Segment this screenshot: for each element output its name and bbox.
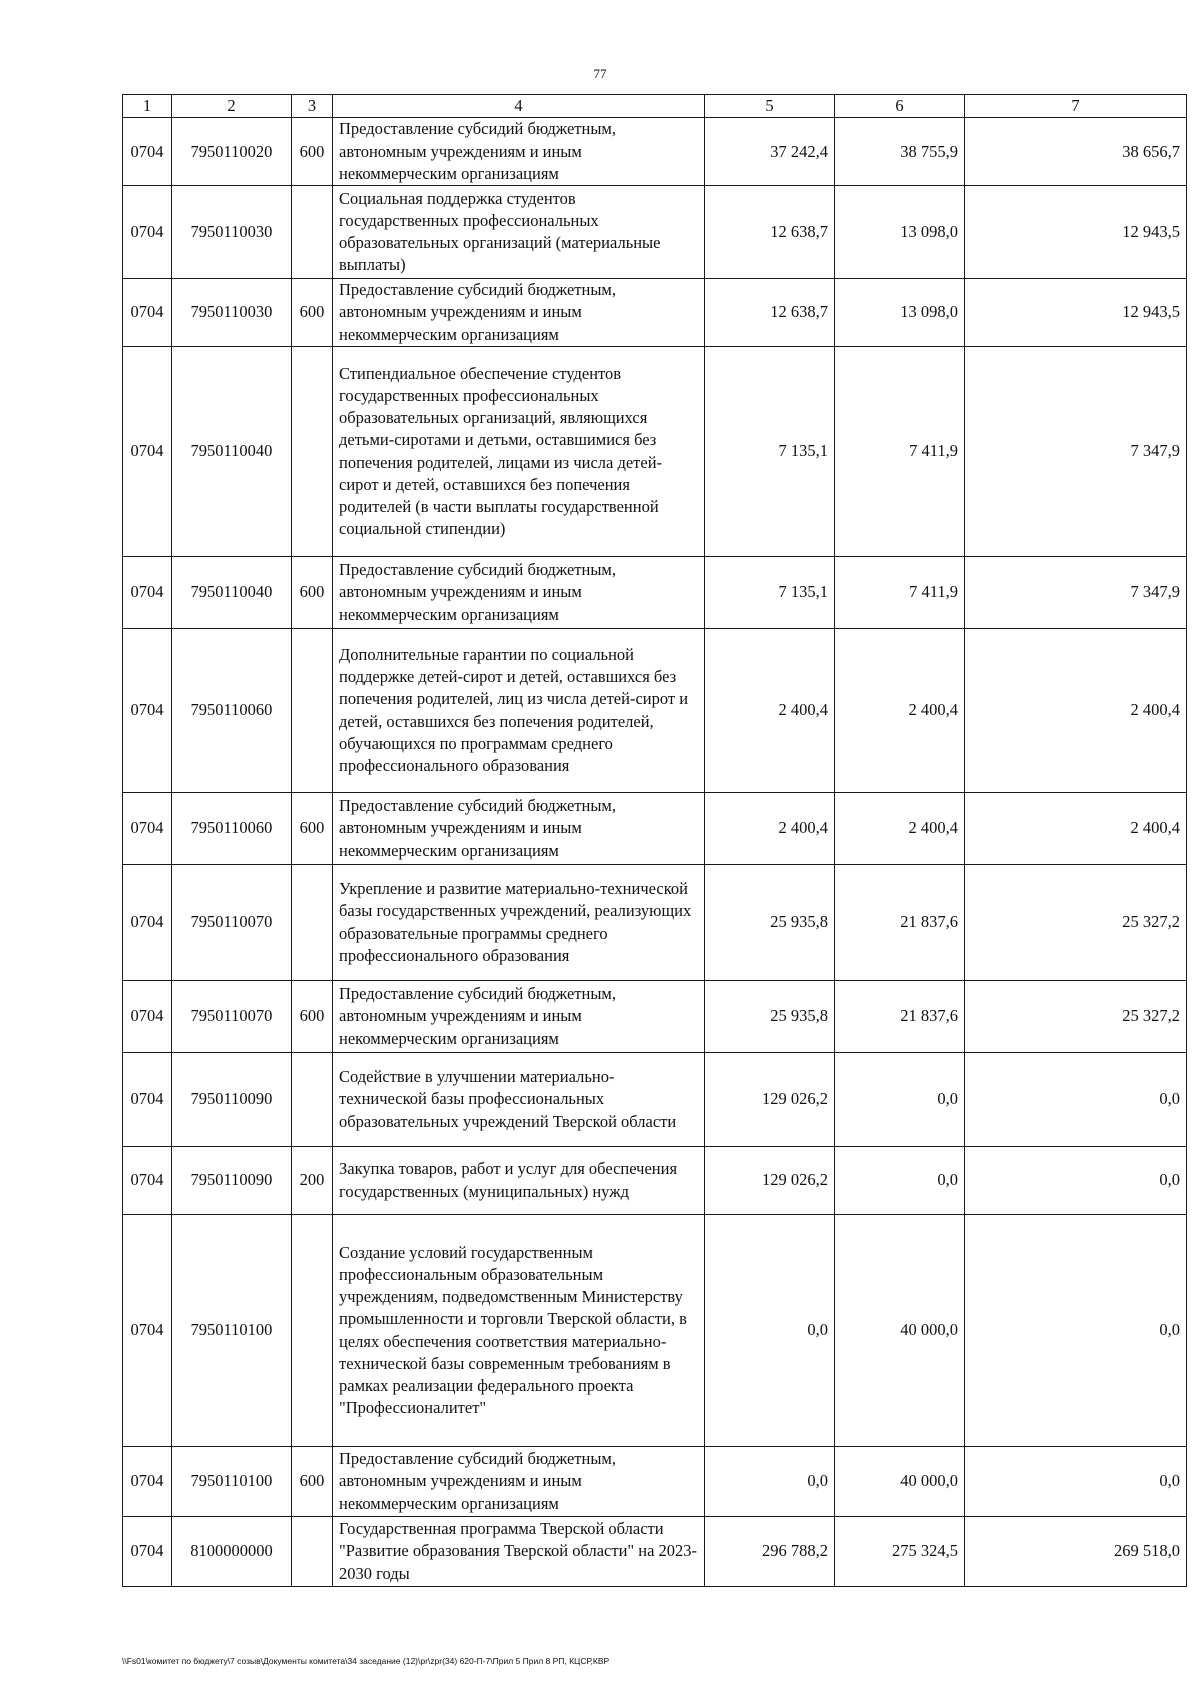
amount-col7: 0,0 bbox=[965, 1147, 1187, 1215]
amount-col7: 38 656,7 bbox=[965, 118, 1187, 186]
row-description: Предоставление субсидий бюджетным, автономным учреждениям и иным некоммерческим организациям bbox=[333, 793, 705, 865]
table-header-row bbox=[123, 95, 1187, 118]
amount-col5: 2 400,4 bbox=[705, 793, 835, 865]
section-code: 0704 bbox=[123, 186, 172, 279]
expense-type-code: 600 bbox=[292, 1447, 333, 1517]
amount-col6: 0,0 bbox=[835, 1147, 965, 1215]
amount-col7: 2 400,4 bbox=[965, 629, 1187, 793]
expense-type-code bbox=[292, 865, 333, 981]
amount-col7: 12 943,5 bbox=[965, 279, 1187, 347]
expense-type-code: 600 bbox=[292, 981, 333, 1053]
target-article-code: 7950110070 bbox=[172, 865, 292, 981]
table-row bbox=[123, 186, 1187, 279]
expense-type-code bbox=[292, 629, 333, 793]
amount-col5: 7 135,1 bbox=[705, 557, 835, 629]
target-article-code: 8100000000 bbox=[172, 1517, 292, 1587]
expense-type-code: 200 bbox=[292, 1147, 333, 1215]
page-number: 77 bbox=[593, 66, 607, 81]
row-description: Предоставление субсидий бюджетным, автономным учреждениям и иным некоммерческим организациям bbox=[333, 279, 705, 347]
amount-col5: 7 135,1 bbox=[705, 347, 835, 557]
amount-col5: 12 638,7 bbox=[705, 186, 835, 279]
table-row bbox=[123, 793, 1187, 865]
file-path-footer: \\Fs01\комитет по бюджету\7 созыв\Документы комитета\34 заседание (12)\pr\zpr(34) 620-П-7\Прил 5 Прил 8 РП, КЦСР,КВР bbox=[122, 1656, 610, 1666]
expense-type-code: 600 bbox=[292, 279, 333, 347]
column-header: 3 bbox=[292, 95, 333, 118]
table-row bbox=[123, 629, 1187, 793]
target-article-code: 7950110060 bbox=[172, 793, 292, 865]
amount-col6: 7 411,9 bbox=[835, 557, 965, 629]
table-row bbox=[123, 1447, 1187, 1517]
amount-col5: 129 026,2 bbox=[705, 1147, 835, 1215]
amount-col6: 0,0 bbox=[835, 1053, 965, 1147]
section-code: 0704 bbox=[123, 1517, 172, 1587]
table-row bbox=[123, 865, 1187, 981]
row-description: Закупка товаров, работ и услуг для обеспечения государственных (муниципальных) нужд bbox=[333, 1147, 705, 1215]
target-article-code: 7950110100 bbox=[172, 1447, 292, 1517]
amount-col7: 2 400,4 bbox=[965, 793, 1187, 865]
row-description: Содействие в улучшении материально-технической базы профессиональных образовательных учреждений Тверской области bbox=[333, 1053, 705, 1147]
target-article-code: 7950110060 bbox=[172, 629, 292, 793]
column-header: 4 bbox=[333, 95, 705, 118]
amount-col7: 12 943,5 bbox=[965, 186, 1187, 279]
amount-col7: 25 327,2 bbox=[965, 865, 1187, 981]
amount-col6: 21 837,6 bbox=[835, 865, 965, 981]
table-row bbox=[123, 1517, 1187, 1587]
row-description: Предоставление субсидий бюджетным, автономным учреждениям и иным некоммерческим организациям bbox=[333, 1447, 705, 1517]
expense-type-code bbox=[292, 1053, 333, 1147]
amount-col6: 21 837,6 bbox=[835, 981, 965, 1053]
row-description: Дополнительные гарантии по социальной поддержке детей-сирот и детей, оставшихся без попечения родителей, лиц из числа детей-сирот и детей, оставшихся без попечения родителей, обучающихся по программам среднего профессионального образования bbox=[333, 629, 705, 793]
amount-col6: 38 755,9 bbox=[835, 118, 965, 186]
amount-col5: 25 935,8 bbox=[705, 981, 835, 1053]
amount-col7: 0,0 bbox=[965, 1215, 1187, 1447]
amount-col7: 0,0 bbox=[965, 1447, 1187, 1517]
row-description: Создание условий государственным профессиональным образовательным учреждениям, подведомственным Министерству промышленности и торговли Тверской области, в целях обеспечения соответствия материально-технической базы современным требованиям в рамках реализации федерального проекта "Профессионалитет" bbox=[333, 1215, 705, 1447]
target-article-code: 7950110040 bbox=[172, 557, 292, 629]
amount-col7: 7 347,9 bbox=[965, 557, 1187, 629]
column-header: 6 bbox=[835, 95, 965, 118]
amount-col5: 12 638,7 bbox=[705, 279, 835, 347]
section-code: 0704 bbox=[123, 1447, 172, 1517]
amount-col5: 129 026,2 bbox=[705, 1053, 835, 1147]
section-code: 0704 bbox=[123, 1053, 172, 1147]
amount-col5: 0,0 bbox=[705, 1215, 835, 1447]
section-code: 0704 bbox=[123, 1147, 172, 1215]
section-code: 0704 bbox=[123, 865, 172, 981]
amount-col6: 40 000,0 bbox=[835, 1447, 965, 1517]
target-article-code: 7950110030 bbox=[172, 186, 292, 279]
row-description: Укрепление и развитие материально-технической базы государственных учреждений, реализующих образовательные программы среднего профессионального образования bbox=[333, 865, 705, 981]
amount-col5: 296 788,2 bbox=[705, 1517, 835, 1587]
column-header: 2 bbox=[172, 95, 292, 118]
column-header: 5 bbox=[705, 95, 835, 118]
expense-type-code bbox=[292, 186, 333, 279]
expense-type-code bbox=[292, 347, 333, 557]
row-description: Предоставление субсидий бюджетным, автономным учреждениям и иным некоммерческим организациям bbox=[333, 981, 705, 1053]
column-header: 1 bbox=[123, 95, 172, 118]
section-code: 0704 bbox=[123, 557, 172, 629]
amount-col6: 40 000,0 bbox=[835, 1215, 965, 1447]
section-code: 0704 bbox=[123, 793, 172, 865]
budget-table bbox=[122, 94, 1187, 1587]
table-row bbox=[123, 347, 1187, 557]
expense-type-code: 600 bbox=[292, 557, 333, 629]
target-article-code: 7950110020 bbox=[172, 118, 292, 186]
table-row bbox=[123, 1053, 1187, 1147]
section-code: 0704 bbox=[123, 279, 172, 347]
table-row bbox=[123, 557, 1187, 629]
section-code: 0704 bbox=[123, 118, 172, 186]
amount-col6: 7 411,9 bbox=[835, 347, 965, 557]
target-article-code: 7950110040 bbox=[172, 347, 292, 557]
amount-col6: 13 098,0 bbox=[835, 186, 965, 279]
target-article-code: 7950110030 bbox=[172, 279, 292, 347]
expense-type-code bbox=[292, 1215, 333, 1447]
amount-col5: 37 242,4 bbox=[705, 118, 835, 186]
row-description: Стипендиальное обеспечение студентов государственных профессиональных образовательных организаций, являющихся детьми-сиротами и детьми, оставшимися без попечения родителей, лицами из числа детей-сирот и детей, оставшихся без попечения родителей (в части выплаты государственной социальной стипендии) bbox=[333, 347, 705, 557]
section-code: 0704 bbox=[123, 981, 172, 1053]
amount-col6: 2 400,4 bbox=[835, 629, 965, 793]
row-description: Государственная программа Тверской области "Развитие образования Тверской области" на 2023-2030 годы bbox=[333, 1517, 705, 1587]
section-code: 0704 bbox=[123, 347, 172, 557]
amount-col6: 13 098,0 bbox=[835, 279, 965, 347]
target-article-code: 7950110090 bbox=[172, 1053, 292, 1147]
section-code: 0704 bbox=[123, 1215, 172, 1447]
table-row bbox=[123, 1215, 1187, 1447]
amount-col5: 25 935,8 bbox=[705, 865, 835, 981]
amount-col7: 25 327,2 bbox=[965, 981, 1187, 1053]
amount-col6: 2 400,4 bbox=[835, 793, 965, 865]
table-row bbox=[123, 1147, 1187, 1215]
table-row bbox=[123, 279, 1187, 347]
table-row bbox=[123, 981, 1187, 1053]
section-code: 0704 bbox=[123, 629, 172, 793]
amount-col5: 0,0 bbox=[705, 1447, 835, 1517]
expense-type-code: 600 bbox=[292, 793, 333, 865]
amount-col5: 2 400,4 bbox=[705, 629, 835, 793]
target-article-code: 7950110070 bbox=[172, 981, 292, 1053]
column-header: 7 bbox=[965, 95, 1187, 118]
amount-col7: 7 347,9 bbox=[965, 347, 1187, 557]
expense-type-code: 600 bbox=[292, 118, 333, 186]
table-row bbox=[123, 118, 1187, 186]
row-description: Предоставление субсидий бюджетным, автономным учреждениям и иным некоммерческим организациям bbox=[333, 557, 705, 629]
amount-col6: 275 324,5 bbox=[835, 1517, 965, 1587]
row-description: Социальная поддержка студентов государственных профессиональных образовательных организаций (материальные выплаты) bbox=[333, 186, 705, 279]
amount-col7: 269 518,0 bbox=[965, 1517, 1187, 1587]
target-article-code: 7950110090 bbox=[172, 1147, 292, 1215]
target-article-code: 7950110100 bbox=[172, 1215, 292, 1447]
amount-col7: 0,0 bbox=[965, 1053, 1187, 1147]
expense-type-code bbox=[292, 1517, 333, 1587]
row-description: Предоставление субсидий бюджетным, автономным учреждениям и иным некоммерческим организациям bbox=[333, 118, 705, 186]
